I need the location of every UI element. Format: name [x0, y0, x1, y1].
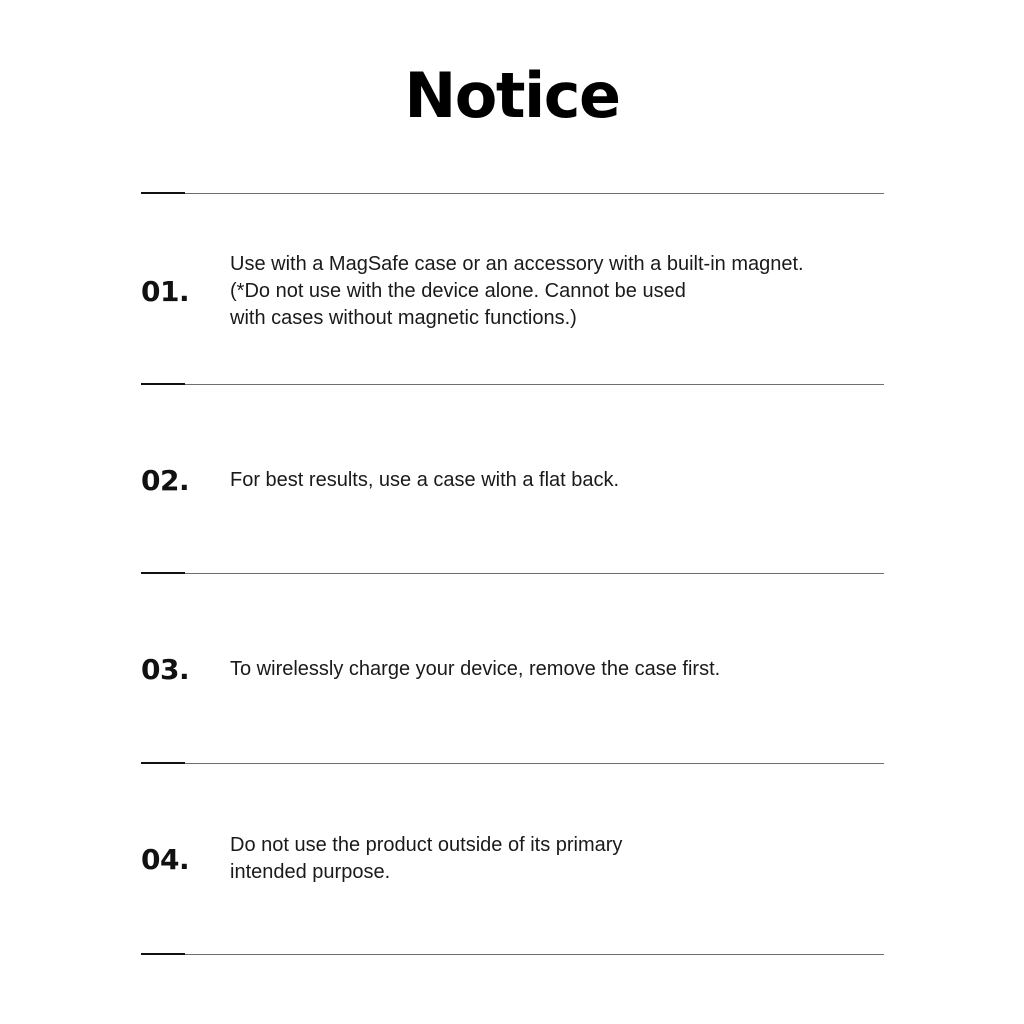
notice-text-line: intended purpose.: [230, 861, 391, 883]
notice-item-3: [141, 649, 884, 689]
notice-text: [230, 467, 619, 494]
divider-accent: [141, 192, 185, 194]
divider: [141, 193, 884, 194]
divider-accent: [141, 762, 185, 764]
notice-number: 03.: [141, 652, 190, 686]
divider-accent: [141, 572, 185, 574]
notice-item-1: [141, 250, 884, 332]
notice-text: [230, 832, 622, 886]
notice-item-4: [141, 831, 884, 887]
notice-number: 02.: [141, 463, 190, 497]
divider: [141, 573, 884, 574]
notice-text-line: To wirelessly charge your device, remove the case first.: [230, 657, 721, 680]
page-title: Notice: [404, 59, 620, 132]
notice-number: 01.: [141, 274, 190, 308]
divider: [141, 954, 884, 955]
notice-text: [230, 251, 804, 332]
divider: [141, 763, 884, 764]
notice-text-line: For best results, use a case with a flat back.: [230, 468, 620, 491]
notice-text-line: (*Do not use with the device alone. Cannot be used: [230, 279, 686, 302]
notice-text-line: Use with a MagSafe case or an accessory with a built-in magnet.: [230, 252, 804, 275]
divider: [141, 384, 884, 385]
notice-text-line: with cases without magnetic functions.): [230, 306, 577, 329]
divider-accent: [141, 953, 185, 955]
divider-accent: [141, 383, 185, 385]
notice-number: 04.: [141, 842, 190, 876]
notice-item-2: [141, 460, 884, 500]
notice-text: [230, 656, 720, 683]
notice-text-line: Do not use the product outside of its primary: [230, 834, 623, 856]
